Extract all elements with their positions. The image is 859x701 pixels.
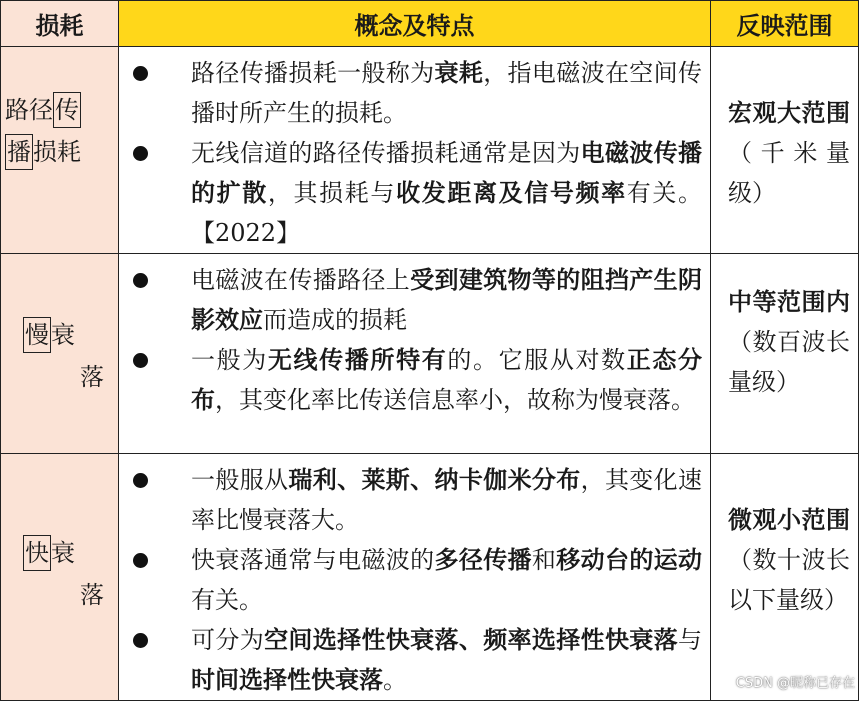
concept-list [119, 47, 710, 253]
concept-bullet [133, 540, 702, 620]
header-row [1, 1, 859, 47]
bullet-bold-text: 无线传播所特有 [267, 345, 448, 374]
bullet-text: 。 [383, 666, 407, 694]
loss-name-text: 衰 [51, 321, 75, 349]
loss-name-text: 衰 [51, 539, 75, 567]
bullet-dot-icon [133, 66, 148, 81]
header-concept: 概念及特点 [119, 1, 711, 47]
loss-name [1, 254, 118, 398]
range-rest: （数百波长量级） [728, 328, 850, 396]
loss-name [1, 454, 118, 616]
bullet-dot-icon [133, 553, 148, 568]
row-fast-fading [1, 454, 859, 701]
bullet-text: ，指电磁波在空间传播时所产生的损耗。 [191, 59, 703, 127]
concept-bullet [133, 260, 702, 340]
range-rest: （数十波长以下量级） [728, 546, 850, 614]
bullet-bold-text: 瑞利、莱斯、纳卡伽米分布 [288, 465, 581, 494]
bullet-text: 无线信道的路径传播损耗通常是因为 [191, 139, 581, 167]
bullet-bold-text: 移动台的运动 [556, 545, 703, 574]
loss-name-cell [1, 454, 119, 701]
bullet-dot-icon [133, 273, 148, 288]
concept-bullet [133, 460, 702, 540]
bullet-text: 和 [531, 546, 557, 574]
bullet-text: 有关。【2022】 [191, 179, 703, 247]
concept-bullet [133, 340, 702, 420]
bullet-text: 路径传播损耗一般称为 [191, 59, 435, 87]
concept-bullet [133, 53, 702, 133]
range-text [711, 47, 858, 213]
concept-list [119, 454, 710, 700]
range-cell [711, 47, 859, 254]
loss-name-boxed-char: 快 [23, 535, 51, 571]
loss-name-boxed-char: 播 [5, 134, 33, 170]
loss-name-cell [1, 254, 119, 454]
range-cell [711, 254, 859, 454]
range-bold: 宏观大范围 [728, 98, 850, 127]
bullet-text: ，其变化速率比慢衰落大。 [191, 466, 703, 534]
bullet-text: 而造成的损耗 [263, 306, 407, 334]
loss-name-text: 落 [80, 581, 104, 609]
bullet-text: 与 [678, 626, 703, 654]
range-text [711, 254, 858, 402]
bullet-bold-text: 多径传播 [434, 545, 532, 574]
bullet-dot-icon [133, 473, 148, 488]
concept-bullet [133, 133, 702, 253]
watermark-text: CSDN @昵称已存在 [735, 676, 855, 691]
bullet-bold-text: 正态分布 [191, 345, 703, 414]
loss-name-text: 损耗 [33, 138, 81, 166]
bullet-text: 一般为 [191, 346, 268, 374]
concept-cell [119, 254, 711, 454]
range-bold: 微观小范围 [728, 505, 850, 534]
bullet-bold-text: 时间选择性快衰落 [191, 665, 383, 694]
concept-list [119, 254, 710, 420]
bullet-text: 快衰落通常与电磁波的 [191, 546, 435, 574]
header-loss: 损耗 [1, 1, 119, 47]
concept-cell [119, 47, 711, 254]
bullet-bold-text: 受到建筑物等的阻挡产生阴影效应 [191, 265, 703, 334]
loss-name-text: 落 [80, 363, 104, 391]
bullet-bold-text: 衰耗 [434, 58, 484, 87]
bullet-text: 电磁波在传播路径上 [191, 266, 411, 294]
bullet-bold-text: 收发距离及信号频率 [396, 178, 627, 207]
loss-name-cell [1, 47, 119, 254]
concept-cell [119, 454, 711, 701]
bullet-text: 的。它服从对数 [447, 346, 627, 374]
loss-name-text: 路径 [5, 96, 53, 124]
range-rest: （千米量级） [728, 139, 850, 207]
range-cell [711, 454, 859, 701]
bullet-bold-text: 电磁波传播的扩散 [191, 138, 703, 207]
bullet-text: ，其变化率比传送信息率小，故称为慢衰落。 [215, 386, 695, 414]
bullet-dot-icon [133, 146, 148, 161]
concept-bullet [133, 620, 702, 700]
loss-name [1, 47, 118, 173]
bullet-dot-icon [133, 353, 148, 368]
bullet-text: 一般服从 [191, 466, 289, 494]
bullet-text: 有关。 [191, 586, 263, 614]
bullet-dot-icon [133, 633, 148, 648]
bullet-text: 可分为 [191, 626, 265, 654]
row-path-loss [1, 47, 859, 254]
bullet-bold-text: 空间选择性快衰落、频率选择性快衰落 [264, 625, 679, 654]
range-text [711, 454, 858, 620]
loss-name-boxed-char: 传 [53, 92, 81, 128]
range-bold: 中等范围内 [728, 287, 850, 316]
loss-name-boxed-char: 慢 [23, 317, 51, 353]
bullet-text: ，其损耗与 [267, 179, 397, 207]
row-slow-fading [1, 254, 859, 454]
header-range: 反映范围 [711, 1, 859, 47]
